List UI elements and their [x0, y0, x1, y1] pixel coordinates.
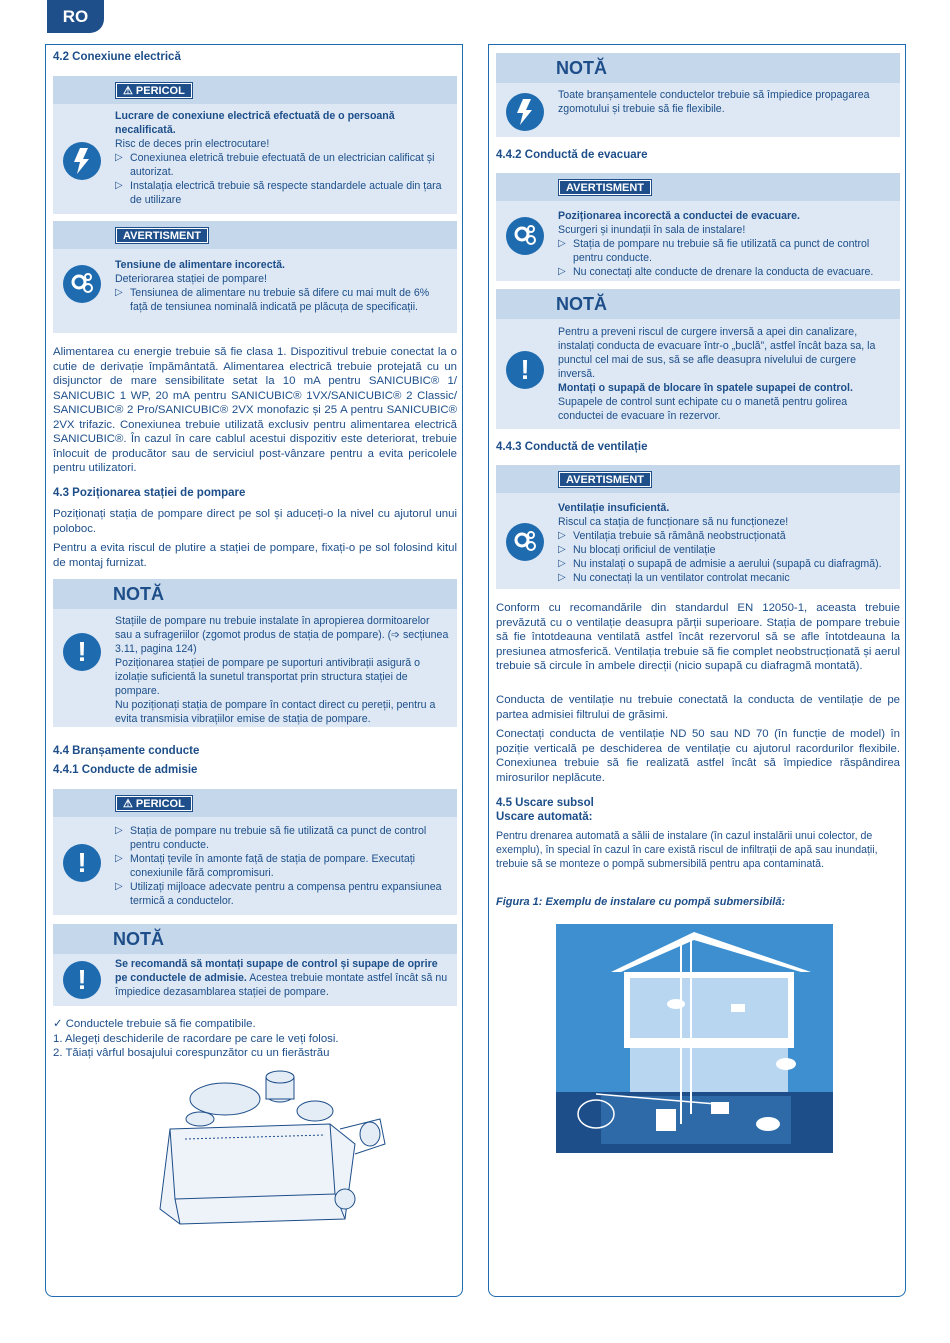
- nota-bold-text: Montați o supapă de blocare în spatele supapei de control.: [558, 382, 853, 394]
- list-item: ✓ Conductele trebuie să fie compatibile.: [53, 1018, 256, 1030]
- installation-figure: [556, 924, 833, 1153]
- section-4-3-title: 4.3 Poziționarea stației de pompare: [53, 487, 246, 499]
- nota-box-header: [53, 579, 457, 609]
- section-4-5-subtitle: Uscare automată:: [496, 811, 593, 823]
- exclamation-icon: !: [63, 633, 101, 671]
- avertisment-badge: AVERTISMENT: [116, 228, 208, 243]
- pericol-box-intake: [53, 789, 457, 915]
- avertisment-line: Scurgeri și inundații în sala de instalare!: [558, 224, 746, 236]
- avertisment-bold-text: Poziționarea incorectă a conductei de evacuare.: [558, 210, 800, 222]
- nota-line: Nu poziționați stația de pompare în contact direct cu pereții, pentru a evita transmisia vibrațiilor emise de stația de pompare.: [115, 699, 436, 725]
- avertisment-body: [115, 258, 449, 314]
- exclamation-icon: !: [63, 961, 101, 999]
- pericol-box-header: [53, 76, 457, 104]
- pump-station-illustration: [130, 1069, 390, 1229]
- avertisment-line: Deteriorarea stației de pompare!: [115, 273, 267, 285]
- avertisment-line: Riscul ca stația de funcționare să nu funcționeze!: [558, 516, 789, 528]
- avertisment-body: [558, 501, 892, 585]
- avertisment-item: ▷ Nu conectați la un ventilator controlat mecanic: [558, 571, 892, 585]
- section-4-5-title: 4.5 Uscare subsol: [496, 797, 594, 809]
- pericol-box-header: [53, 789, 457, 817]
- avertisment-item: ▷ Ventilația trebuie să rămână neobstrucționată: [558, 529, 892, 543]
- nota-body: [115, 957, 449, 999]
- paragraph-drainage: Pentru drenarea automată a sălii de instalare (în cazul instalării unui colector, de exemplu), în special în cazul în care există riscul de infiltrații de apă sau inundații, trebuie să se monteze o pompă submersibilă pentru apa contaminată.: [496, 830, 878, 870]
- avertisment-item: ▷ Nu conectați alte conducte de drenare la conducta de evacuare.: [558, 265, 892, 279]
- section-4-4-2-title: 4.4.2 Conductă de evacuare: [496, 149, 648, 161]
- avertisment-box-discharge: [496, 173, 900, 281]
- paragraph-grease-filter: Conducta de ventilație nu trebuie conectată la conducta de ventilație de pe partea admisiei filtrului de grăsimi.: [496, 694, 900, 721]
- avertisment-item: ▷ Nu blocați orificiul de ventilație: [558, 543, 892, 557]
- paragraph-floating: Pentru a evita riscul de plutire a stației de pompare, fixați-o pe sol folosind kitul de montaj furnizat.: [53, 542, 457, 569]
- avertisment-box-header: [496, 173, 900, 201]
- gear-icon: [63, 265, 101, 303]
- pericol-item: ▷ Stația de pompare nu trebuie să fie utilizată ca punct de control pentru conducte.: [115, 824, 449, 852]
- exclamation-icon: !: [506, 351, 544, 389]
- pericol-line: Risc de deces prin electrocutare!: [115, 138, 270, 150]
- paragraph-vent-connection: Conectați conducta de ventilație ND 50 sau ND 70 (în funcție de model) în poziție verticală pe deschiderea de ventilație cu ajutorul racordurilor flexibile. Conexiunea trebuie să fie realizată astfel încât să împiedice răspândirea mirosurilor neplăcute.: [496, 728, 900, 784]
- avertisment-item: ▷ Nu instalați o supapă de admisie a aerului (supapă cu diafragmă).: [558, 557, 892, 571]
- nota-box-header: [496, 53, 900, 83]
- paragraph-positioning: Poziționați stația de pompare direct pe sol și aduceți-o la nivel cu ajutorul unui poloboc.: [53, 508, 457, 535]
- pericol-body: [115, 824, 449, 908]
- pericol-badge: ⚠ PERICOL: [116, 83, 192, 98]
- lightning-icon: [506, 93, 544, 131]
- nota-body: [558, 325, 892, 423]
- avertisment-bold-text: Ventilație insuficientă.: [558, 502, 670, 514]
- nota-title: NOTĂ: [556, 58, 607, 78]
- pipe-list: [53, 1017, 457, 1061]
- section-4-2-title: 4.2 Conexiune electrică: [53, 51, 181, 63]
- avertisment-body: [558, 209, 892, 279]
- left-column: [45, 44, 463, 1297]
- nota-title: NOTĂ: [556, 294, 607, 314]
- nota-box-4: [496, 289, 900, 429]
- language-tab: RO: [47, 0, 104, 33]
- nota-title: NOTĂ: [113, 929, 164, 949]
- pericol-box-electric: [53, 76, 457, 214]
- nota-bold-text: Se recomandă să montați supape de control și supape de oprire pe conductele de admisie.: [115, 958, 438, 984]
- nota-text: Pentru a preveni riscul de curgere inversă a apei din canalizare, instalați conducta de evacuare într-o „buclă”, astfel încât baza sa, la punctul cel mai de sus, să se afle deasupra nivelului de curgere inversă.: [558, 326, 876, 380]
- paragraph-en12050: Conform cu recomandările din standardul EN 12050-1, aceasta trebuie prevăzută cu o ventilație deasupra părții superioare. Stația de pompare trebuie să fie întotdeauna ventilată astfel încât rezervorul să se afle întotdeauna la presiunea atmosferică. Ventilația trebuie să fie complet neobstrucționată și aerul trebuie să circule în ambele direcții (nicio supapă cu diafragmă montată).: [496, 602, 900, 672]
- nota-title: NOTĂ: [113, 584, 164, 604]
- avertisment-box-voltage: [53, 221, 457, 333]
- avertisment-box-ventilation: [496, 465, 900, 589]
- avertisment-box-header: [496, 465, 900, 493]
- avertisment-bold-text: Tensiune de alimentare incorectă.: [115, 259, 285, 271]
- avertisment-badge: AVERTISMENT: [559, 180, 651, 195]
- nota-box-1: [53, 579, 457, 727]
- section-4-4-1-title: 4.4.1 Conducte de admisie: [53, 764, 198, 776]
- gear-icon: [506, 523, 544, 561]
- pericol-item: ▷ Montați țevile în amonte față de stația de pompare. Executați conexiunile fără compromisuri.: [115, 852, 449, 880]
- pericol-body: [115, 109, 449, 207]
- pericol-bold-text: Lucrare de conexiune electrică efectuată de o persoană necalificată.: [115, 110, 395, 136]
- nota-body: Toate branșamentele conductelor trebuie să împiedice propagarea zgomotului și trebuie să fie flexibile.: [558, 89, 870, 115]
- avertisment-item: ▷ Tensiunea de alimentare nu trebuie să difere cu mai mult de 6% față de tensiunea nominală indicată pe plăcuța de specificații.: [115, 286, 449, 314]
- nota-line: Stațiile de pompare nu trebuie instalate în apropierea dormitoarelor sau a sufrageriilor (zgomot produs de stația de pompare). (➩ secțiunea 3.11, pagina 124): [115, 615, 449, 655]
- paragraph-power-supply: Alimentarea cu energie trebuie să fie clasa 1. Dispozitivul trebuie conectat la o cutie de derivație împământată. Alimentarea electrică trebuie protejată cu un disjunctor de mare sensibilitate setat la 10 mA pentru SANICUBIC® 1/ SANICUBIC 1 WP, 20 mA pentru SANICUBIC® 1VX/SANICUBIC® 2 Classic/ SANICUBIC® 2 Pro/SANICUBIC® 2VX monofazic și 25 A pentru SANICUBIC® 2VX trifazic. Conexiunea trebuie utilizată exclusiv pentru alimentarea electrică SANICUBIC®. În cazul în care cablul acestui dispozitiv este deteriorat, trebuie înlocuit de producător sau de serviciul post-vânzare pentru a evita pericolele pentru utilizatori.: [53, 346, 457, 474]
- figure-caption: Figura 1: Exemplu de instalare cu pompă submersibilă:: [496, 896, 786, 908]
- pericol-item: ▷ Utilizați mijloace adecvate pentru a compensa pentru expansiunea termică a conductelor.: [115, 880, 449, 908]
- nota-box-3: [496, 53, 900, 137]
- nota-box-header: [496, 289, 900, 319]
- pericol-badge: ⚠ PERICOL: [116, 796, 192, 811]
- gear-icon: [506, 217, 544, 255]
- nota-box-2: [53, 924, 457, 1006]
- nota-rest-text: Supapele de control sunt echipate cu o manetă pentru golirea conductei de evacuare în rezervor.: [558, 396, 848, 422]
- nota-line: Poziționarea stației de pompare pe suporturi antivibrații asigură o izolație suficientă la sunetul transportat prin structura stației de pompare.: [115, 657, 421, 697]
- avertisment-box-header: [53, 221, 457, 249]
- nota-box-header: [53, 924, 457, 954]
- list-item: 2. Tăiați vârful bosajului corespunzător cu un fierăstrău: [53, 1047, 330, 1059]
- pericol-item: ▷ Instalația electrică trebuie să respecte standardele actuale din țara de utilizare: [115, 179, 449, 207]
- exclamation-icon: !: [63, 844, 101, 882]
- avertisment-item: ▷ Stația de pompare nu trebuie să fie utilizată ca punct de control pentru conducte.: [558, 237, 892, 265]
- list-item: 1. Alegeți deschiderile de racordare pe care le veți folosi.: [53, 1032, 339, 1045]
- nota-rest-text: Acestea trebuie montate astfel încât să nu împiedice dezasamblarea stației de pompare.: [115, 972, 448, 998]
- lightning-icon: [63, 142, 101, 180]
- section-4-4-title: 4.4 Branșamente conducte: [53, 745, 200, 757]
- pericol-item: ▷ Conexiunea eletrică trebuie efectuată de un electrician calificat și autorizat.: [115, 151, 449, 179]
- section-4-4-3-title: 4.4.3 Conductă de ventilație: [496, 441, 648, 453]
- avertisment-badge: AVERTISMENT: [559, 472, 651, 487]
- nota-body: [115, 614, 449, 726]
